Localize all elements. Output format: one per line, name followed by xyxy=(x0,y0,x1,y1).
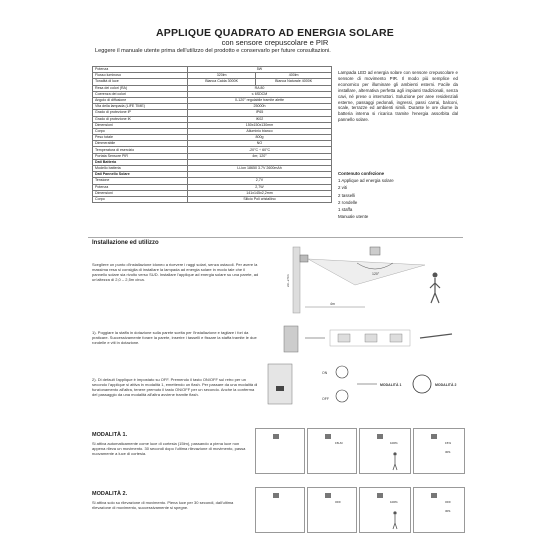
spec-label: Grado di protezione IP xyxy=(93,110,188,116)
mode1-l1: 15LM xyxy=(335,441,343,445)
drill-icon xyxy=(420,334,452,338)
mode1-glyphs xyxy=(273,434,437,470)
step2-text: 2). Di default l'applique è impostato su OFF. Premendo il tasto ON/OFF sul retro per un secondo l'applique si attiva in modalità 1, emettendo un flash. Per passare da una modalità di funzionamento all'altra, tenere premuto il tasto ON/OFF per un secondo. Anche la conferma del passaggio da una modalità all'altra avviene tramite flash. xyxy=(92,377,258,397)
spec-value: Bianca Naturale 4000K xyxy=(256,79,332,85)
spec-label: Potenza xyxy=(93,184,188,190)
person-head xyxy=(433,273,438,278)
spec-label: Peso totale xyxy=(93,135,188,141)
spec-label: Temperatura di esercizio xyxy=(93,147,188,153)
spec-value: IK02 xyxy=(188,116,332,122)
spec-value: Bianca Calda 3000K xyxy=(188,79,256,85)
spec-label: Dimmerabile xyxy=(93,141,188,147)
product-description: Lampada LED ad energia solare con sensore crepuscolare e sensore di movimento PIR. Il modo più semplice ed economico per illuminare gli ambienti esterni. Facile da installare, alternativa perfetta agli impianti tradizionali, senza cavi, né prese o interruttori. Soluzione per aree residenziali esterne, passaggi pedonali, ingressi, passi carrai, balconi, scale, terrazze ed ambienti simili. Durante le ore diurne la batteria interna si ricarica tramite l'energia assorbita dal pannello solare. xyxy=(338,70,458,123)
spec-label: Portata Sensore PIR xyxy=(93,153,188,159)
detection-cone xyxy=(308,259,425,285)
wall-shape xyxy=(284,326,298,352)
spec-value: RA 80 xyxy=(188,85,332,91)
spec-value: 800g xyxy=(188,135,332,141)
mode2-l1: OFF xyxy=(335,500,341,504)
spec-label: Flusso luminoso xyxy=(93,73,188,79)
spec-label: Angolo di diffusione xyxy=(93,97,188,103)
spec-value: 2,7W xyxy=(188,184,332,190)
spec-label: Modello batteria xyxy=(93,166,188,172)
mode1-label: MODALITÀ 1 xyxy=(380,383,402,387)
mode-switch-diagram xyxy=(262,358,462,413)
spec-label: Dati Batteria xyxy=(93,159,188,165)
lamp-icon xyxy=(325,493,331,498)
page-title: APPLIQUE QUADRATO AD ENERGIA SOLARE xyxy=(155,27,394,39)
spec-value: NO xyxy=(188,141,332,147)
intro-text: Leggere il manuale utente prima dell'utilizzo del prodotto e conservarlo per future consultazioni. xyxy=(95,48,331,54)
lamp-back-shape xyxy=(268,364,292,404)
on-label: ON xyxy=(322,371,328,375)
page-subtitle: con sensore crepuscolare e PIR xyxy=(221,38,329,47)
cycle-icon xyxy=(336,390,348,402)
on-off-button xyxy=(276,386,284,391)
spec-value: 400lm xyxy=(256,73,332,79)
package-item: 2 viti xyxy=(338,185,348,191)
mode2-l4: 30S xyxy=(445,509,451,513)
person-body xyxy=(430,278,440,303)
spec-label: Tonalità di luce xyxy=(93,79,188,85)
spec-table xyxy=(92,66,332,203)
spec-label: Grado di protezione IK xyxy=(93,116,188,122)
mode2-glyphs xyxy=(273,493,437,529)
mode2-l2: 100% xyxy=(390,500,398,504)
bracket-shape xyxy=(390,334,402,342)
spec-value: 141x145x2,2mm xyxy=(188,190,332,196)
mode2-l3: OFF xyxy=(445,500,451,504)
spec-value: ≤ 6SDCM xyxy=(188,91,332,97)
angle-label: 120° xyxy=(372,272,380,276)
divider xyxy=(88,237,463,238)
spec-label: Potenza xyxy=(93,67,188,73)
step1-text: 1). Poggiare la staffa in dotazione sulla parete scelta per l'installazione e tagliare i fori da praticare. Successivamente forare la parete, inserire i tasselli e fissare la staffa tramite le due rondelle e viti in dotazione. xyxy=(92,330,257,345)
lamp-icon xyxy=(431,493,437,498)
cycle-icon xyxy=(336,366,348,378)
package-item: 1 staffa xyxy=(338,207,353,213)
lamp-shape xyxy=(370,247,380,255)
spec-label: Dimensioni xyxy=(93,190,188,196)
package-item: 2 rondelle xyxy=(338,199,358,205)
lamp-icon xyxy=(273,493,279,498)
spec-label: Tensione xyxy=(93,178,188,184)
spec-value: 5W xyxy=(188,67,332,73)
install-heading: Installazione ed utilizzo xyxy=(92,240,159,246)
spec-label: Resa dei colori (RA) xyxy=(93,85,188,91)
spec-value: 0-120° regolabile tramite alette xyxy=(188,97,332,103)
mode1-l3: 15% xyxy=(445,441,452,445)
spec-value: Alluminio bianco xyxy=(188,128,332,134)
person-icon xyxy=(393,515,397,529)
spec-value: 4m; 120° xyxy=(188,153,332,159)
spec-label: Corpo xyxy=(93,128,188,134)
install-intro-text: Scegliere un punto d'installazione idoneo a ricevere i raggi solari, senza ostacoli. Per avere la massima resa si consiglia di installare la lampada ad energia solare in modo tale che il pannello solare sia rivolto verso SUD. Installare l'applique ad energia solare su una parete, ad un'altezza di 2,0 – 2,5m circa. xyxy=(92,262,259,282)
person-icon xyxy=(393,456,397,470)
spec-value: Li-ion 18650 3.7V 2600mAh xyxy=(188,166,332,172)
mode2-label: MODALITÀ 2 xyxy=(435,383,457,387)
lamp-icon xyxy=(431,434,437,439)
spec-label: Coerenza dei colori xyxy=(93,91,188,97)
package-item: Manuale utente xyxy=(338,214,369,220)
mode2-text: Si attiva solo su rilevazione di movimento. Piena luce per 30 secondi, dall'ultima rilevazione di movimento, successivamente si spegne. xyxy=(92,500,234,510)
mode1-text: Si attiva automaticamente come luce di cortesia (15lm), passando a piena luce non appena rileva un movimento. 30 secondi dopo l'ultima rilevazione di movimento, passa nuovamente a luce di cortesia. xyxy=(92,441,246,456)
bracket-shape xyxy=(338,334,350,342)
mode2-heading: MODALITÀ 2. xyxy=(92,491,128,497)
lamp-icon xyxy=(377,434,383,439)
mode-panel-glyphs xyxy=(255,428,463,532)
mode1-l2: 100% xyxy=(390,441,398,445)
spec-label: Vita della lampada (LIFE TIME) xyxy=(93,104,188,110)
spec-value: 320lm xyxy=(188,73,256,79)
spec-row xyxy=(93,196,332,202)
package-item: 2 tasselli xyxy=(338,192,356,198)
person-icon xyxy=(393,452,396,455)
spec-value: Silicio Poli cristallino xyxy=(188,196,332,202)
spec-label: Dati Pannello Solare xyxy=(93,172,188,178)
spec-label: Dimensioni xyxy=(93,122,188,128)
mounting-diagram xyxy=(280,322,460,354)
spec-value: -20°C ÷ 60°C xyxy=(188,147,332,153)
spec-label: Corpo xyxy=(93,196,188,202)
bracket-shape xyxy=(365,334,377,342)
spec-value: 25000h xyxy=(188,104,332,110)
lamp-icon xyxy=(377,493,383,498)
package-contents xyxy=(338,170,458,220)
lamp-icon xyxy=(325,434,331,439)
spec-value: 2,7V xyxy=(188,178,332,184)
off-label: OFF xyxy=(322,397,329,401)
package-item: 1 Applique ad energia solare xyxy=(338,178,394,184)
wall-shape xyxy=(293,247,300,313)
mode1-l4: 30S xyxy=(445,450,451,454)
installation-diagram xyxy=(285,245,460,315)
package-heading: Contenuto confezione xyxy=(338,171,385,176)
lamp-shape xyxy=(300,255,308,262)
cycle-arrows-icon xyxy=(413,375,431,393)
height-label: 2m~2.5m xyxy=(286,274,290,287)
distance-label: 4m xyxy=(330,302,335,306)
spec-value: 150x150x130mm xyxy=(188,122,332,128)
mode1-heading: MODALITÀ 1. xyxy=(92,432,128,438)
spec-value: IP65 xyxy=(188,110,332,116)
lamp-icon xyxy=(273,434,279,439)
person-icon xyxy=(393,511,396,514)
